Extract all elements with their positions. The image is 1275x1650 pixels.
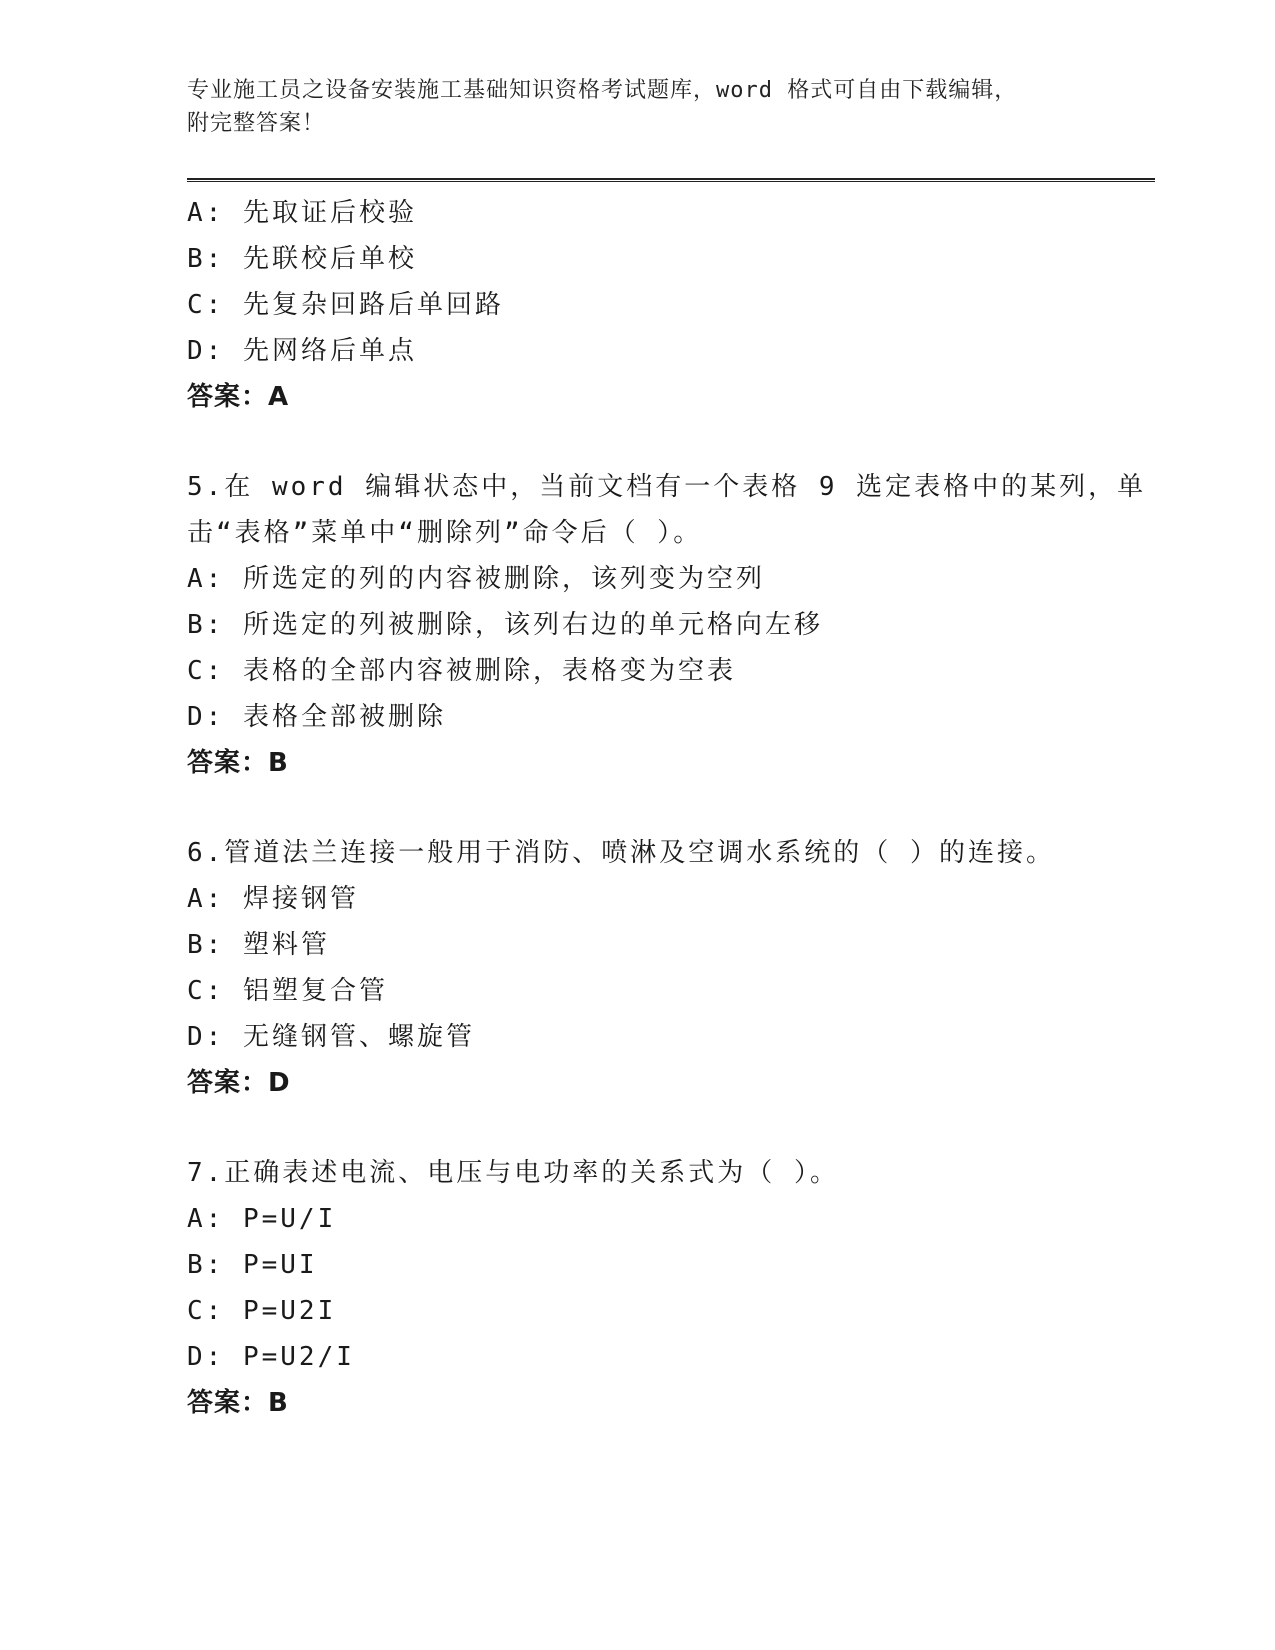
question-stem: 7.正确表述电流、电压与电功率的关系式为（ ）。 xyxy=(187,1158,839,1188)
document-body xyxy=(187,190,1155,1426)
option-a: A: 焊接钢管 xyxy=(187,884,359,914)
option-b: B: P=UI xyxy=(187,1250,318,1280)
option-c: C: P=U2I xyxy=(187,1296,337,1326)
option-d: D: 无缝钢管、螺旋管 xyxy=(187,1022,475,1052)
option-c: C: 铝塑复合管 xyxy=(187,976,388,1006)
option-b: B: 塑料管 xyxy=(187,930,330,960)
option-d: D: P=U2/I xyxy=(187,1342,355,1372)
previous-question-block xyxy=(187,190,1155,420)
option-b: B: 所选定的列被删除，该列右边的单元格向左移 xyxy=(187,610,823,640)
answer-line: 答案：A xyxy=(187,382,290,412)
answer-line: 答案：B xyxy=(187,1388,289,1418)
question-6-block xyxy=(187,830,1155,1106)
option-c: C: 表格的全部内容被删除，表格变为空表 xyxy=(187,656,736,686)
answer-line: 答案：B xyxy=(187,748,289,778)
question-stem: 6.管道法兰连接一般用于消防、喷淋及空调水系统的（ ）的连接。 xyxy=(187,838,1055,868)
header-line-2: 附完整答案！ xyxy=(187,111,326,136)
question-stem: 5.在 word 编辑状态中，当前文档有一个表格 9 选定表格中的某列，单 xyxy=(187,472,1147,502)
option-b: B: 先联校后单校 xyxy=(187,244,417,274)
document-header xyxy=(187,74,1067,140)
header-line-1: 专业施工员之设备安装施工基础知识资格考试题库，word 格式可自由下载编辑， xyxy=(187,78,1018,103)
option-d: D: 先网络后单点 xyxy=(187,336,417,366)
header-divider xyxy=(187,178,1155,182)
question-5-block xyxy=(187,464,1155,786)
option-d: D: 表格全部被删除 xyxy=(187,702,446,732)
option-a: A: 所选定的列的内容被删除，该列变为空列 xyxy=(187,564,765,594)
question-stem: 击“表格”菜单中“删除列”命令后（ ）。 xyxy=(187,518,703,548)
answer-line: 答案：D xyxy=(187,1068,291,1098)
question-7-block xyxy=(187,1150,1155,1426)
option-a: A: P=U/I xyxy=(187,1204,337,1234)
option-c: C: 先复杂回路后单回路 xyxy=(187,290,504,320)
option-a: A: 先取证后校验 xyxy=(187,198,417,228)
